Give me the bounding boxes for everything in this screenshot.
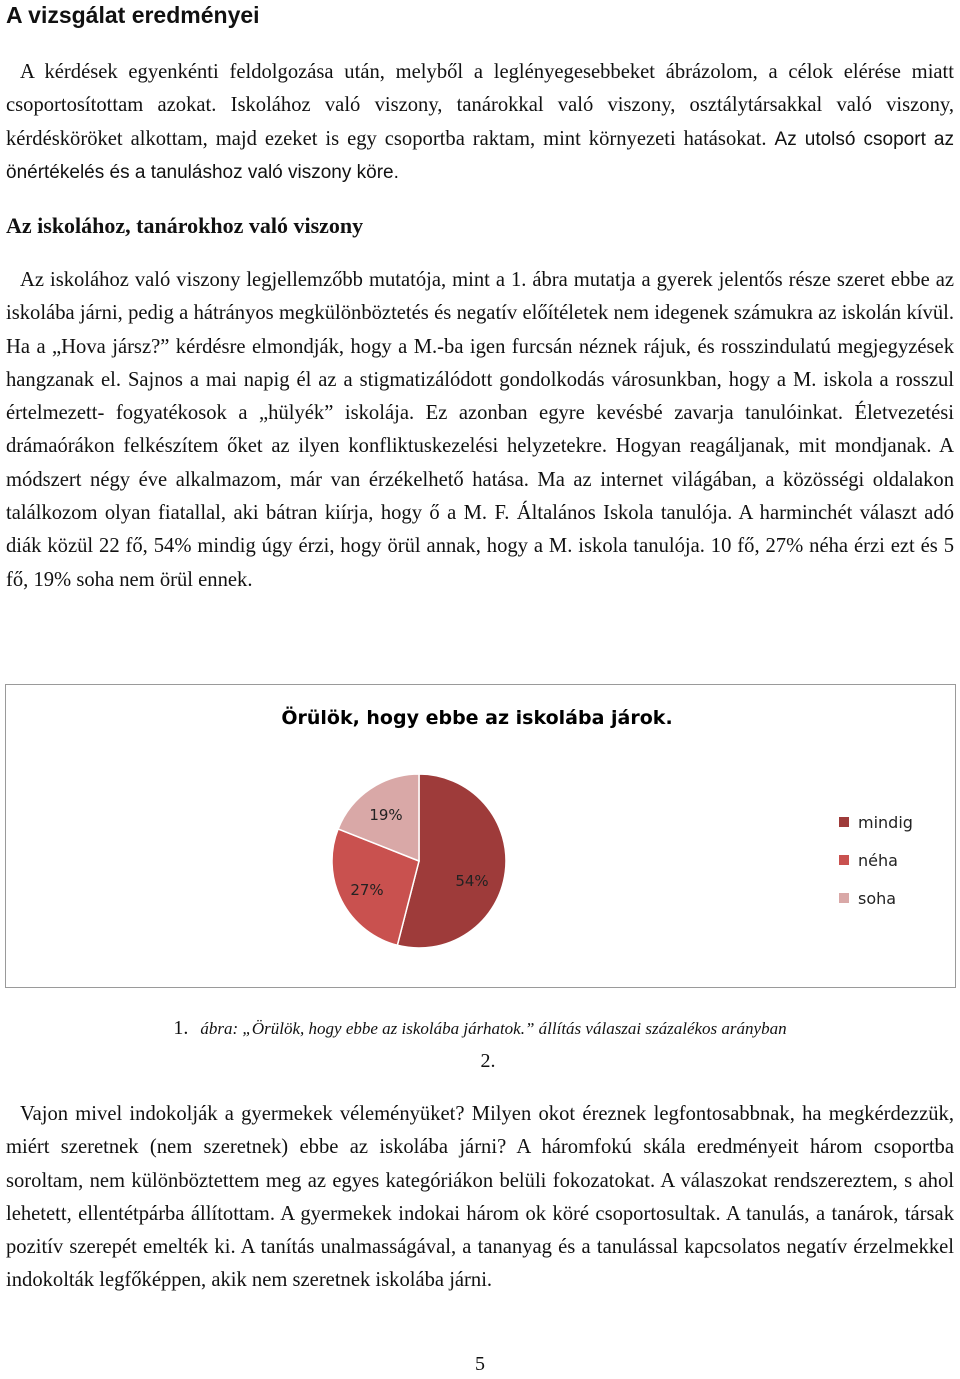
section-heading: A vizsgálat eredményei [6, 2, 260, 28]
chart-title: Örülök, hogy ebbe az iskolába járok. [281, 707, 673, 729]
caption-text: ábra: „Örülök, hogy ebbe az iskolába járhatok.” állítás válaszai százalékos arányban [200, 1019, 787, 1038]
intro-text: A kérdések egyenkénti feldolgozása után, melyből a leglényegesebbeket ábrázolom, a célok elérése miatt csoportosítottam azokat. Iskolához való viszony, tanárokkal való viszony, osztálytársakkal való viszony, kérdésköröket alkottam, majd ezeket is egy csoportba raktam, mint környezeti hatásokat. [6, 61, 954, 150]
pie-chart-frame [5, 684, 956, 988]
legend-label-soha: soha [858, 889, 897, 908]
subsection-heading: Az iskolához, tanárokhoz való viszony [6, 213, 364, 238]
figure-caption [0, 1014, 960, 1043]
pie-chart [6, 685, 955, 987]
page-number: 5 [475, 1353, 485, 1375]
body-paragraph-2: Az iskolához való viszony legjellemzőbb mutatója, mint a 1. ábra mutatja a gyerek jelentős része szeret ebbe az iskolába járni, pedig a hátrányos megkülönböztetés és negatív előítéletek nem idegenek számukra az iskolán kívül. Ha a „Hova jársz?” kérdésre elmondják, hogy a M.-ba igen furcsán néznek rájuk, és rosszindulatú megjegyzések hangzanak el. Sajnos a mai napig él az a stigmatizálódott gondolkodás városunkban, hogy a M. iskola a rosszul értelmezett- fogyatékosok a „hülyék” iskolája. Ez azonban egyre kevésbé zavarja tanulóinkat. Életvezetési drámaórákon felkészítem őket az ilyen konfliktuskezelési helyzetekre. Hogyan reagáljanak, mit mondjanak. A módszert négy éve alkalmazom, már van érzékelhető hatása. Ma az internet világában, a közösségi oldalakon találkozom olyan fiatallal, aki bátran kiírja, hogy ő a M. F. Általános Iskola tanulója. A harminchét választ adó diák közül 22 fő, 54% mindig úgy érzi, hogy örül annak, hogy a M. iskola tanulója. 10 fő, 27% néha érzi ezt és 5 fő, 19% soha nem örül ennek. [6, 269, 954, 591]
slice-label-soha: 19% [369, 806, 403, 824]
intro-text-sans: Az utolsó csoport az önértékelés és a tanuláshoz való viszony köre. [6, 128, 954, 183]
caption-sub-number: 2. [480, 1050, 496, 1072]
legend-label-mindig: mindig [858, 813, 913, 832]
legend-swatch-mindig [839, 817, 849, 827]
intro-paragraph [6, 56, 954, 189]
slice-label-néha: 27% [350, 881, 384, 899]
legend-label-néha: néha [858, 851, 898, 870]
slice-label-mindig: 54% [455, 872, 489, 890]
legend-swatch-soha [839, 893, 849, 903]
caption-number: 1. [173, 1017, 189, 1039]
legend-swatch-néha [839, 855, 849, 865]
body-paragraph-3: Vajon mivel indokolják a gyermekek véleményüket? Milyen okot éreznek legfontosabbnak, ha megkérdezzük, miért szeretnek (nem szeretnek) ebbe az iskolába járni? A háromfokú skála eredményeit három csoportba soroltam, nem különböztettem meg az egyes kategóriákon belüli fokozatokat. A válaszokat rendszereztem, s ahol lehetett, ellentétpárba állítottam. A gyermekek indokai három ok köré csoportosultak. A tanulás, a tanárok, társak pozitív szerepét emelték ki. A tanítás unalmasságával, a tananyag és a tanulással kapcsolatos negatív érzelmekkel indokolták legfőképpen, akik nem szeretnek iskolába járni. [6, 1103, 954, 1292]
